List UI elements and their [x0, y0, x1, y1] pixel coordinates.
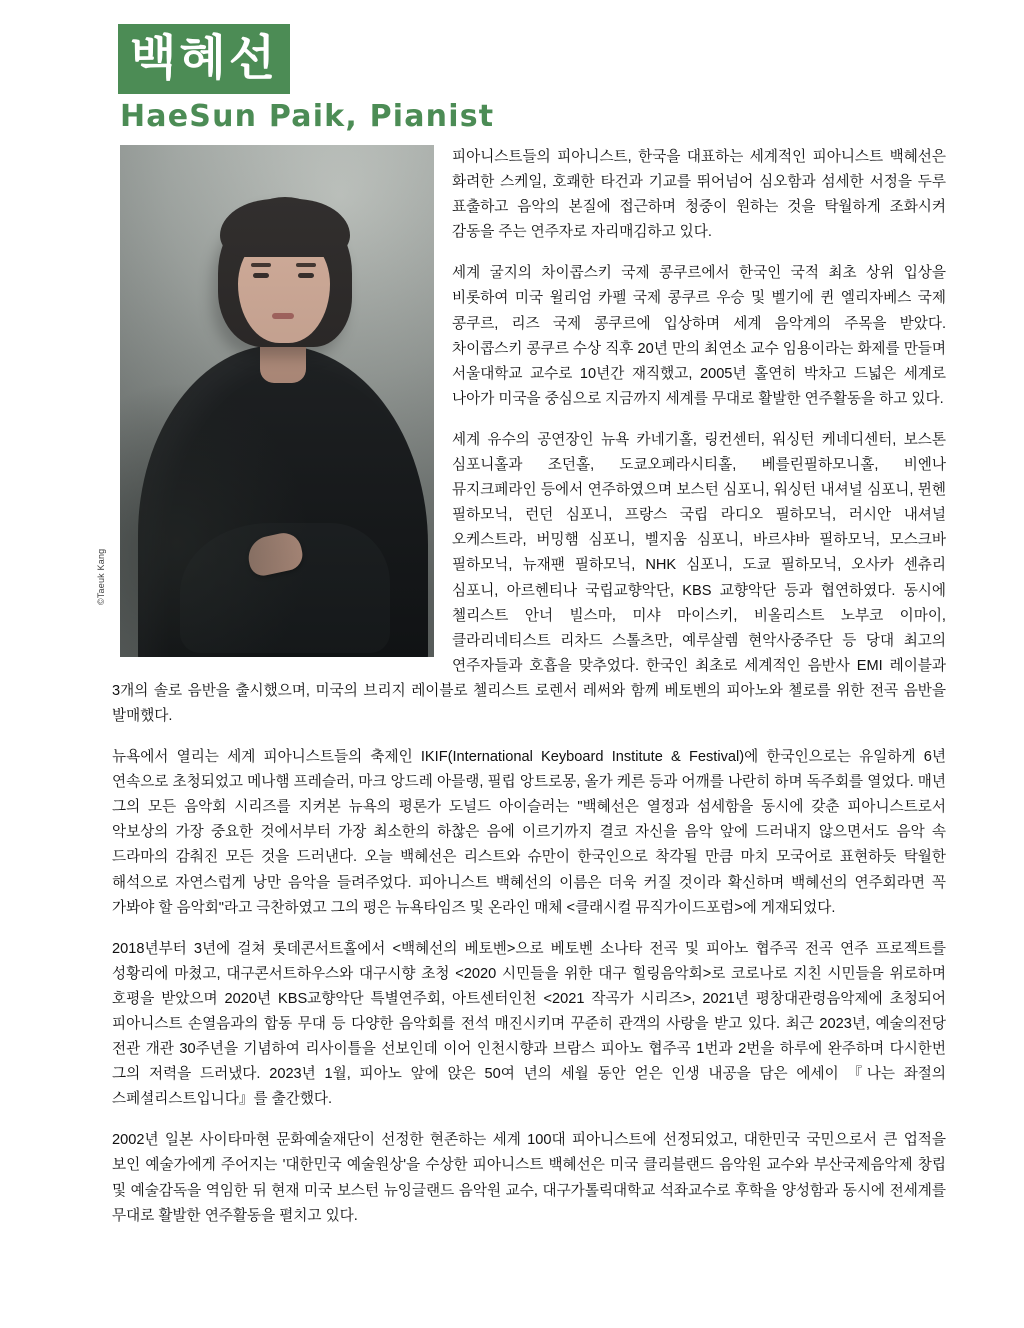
portrait-vignette	[120, 145, 434, 657]
document-header	[118, 24, 946, 133]
paragraph-3: 세계 유수의 공연장인 뉴욕 카네기홀, 링컨센터, 워싱턴 케네디센터, 보스톤 심포니홀과 조던홀, 도쿄오페라시티홀, 베를린필하모니홀, 비엔나 뮤지크페라인 등에서 연주하였으며 보스턴 심포니, 워싱턴 내셔널 심포니, 뮌헨 필하모닉, 런던 심포니, 프랑스 국립 라디오 필하모닉, 러시안 내셔널 오케스트라, 버밍햄 심포니, 벨지움 심포니, 바르샤바 필하모닉, 모스크바 필하모닉, 뉴재팬 필하모닉, NHK 심포니, 도쿄 필하모닉, 오사카 센츄리 심포니, 아르헨티나 국립교향악단, KBS 교향악단 등과 협연하였다. 동시에 첼리스트 안너 빌스마, 미샤 마이스키, 비올리스트 노부코 이마이, 클라리네티스트 리차드 스톨츠만, 예루살렘 현악사중주단 등 당대 최고의 연주자들과 호흡을 맞추었다. 한국인 최초로 세계적인 음반사 EMI 레이블과 3개의 솔로 음반을 출시했으며, 미국의 브리지 레이블로 첼리스트 로렌서 레써와 함께 베토벤의 피아노와 첼로를 위한 전곡 음반을 발매했다.	[112, 431, 946, 724]
portrait-figure	[96, 145, 434, 657]
content-columns	[96, 145, 946, 1229]
paragraph-5: 2018년부터 3년에 걸쳐 롯데콘서트홀에서 <백혜선의 베토벤>으로 베토벤 소나타 전곡 및 피아노 협주곡 전곡 연주 프로젝트를 성황리에 마쳤고, 대구콘서트하우스와 대구시향 초청 <2020 시민들을 위한 대구 힐링음악회>로 코로나로 지친 시민들을 위로하며 호평을 받았으며 2020년 KBS교향악단 특별연주회, 아트센터인천 <2021 작곡가 시리즈>, 2021년 평창대관령음악제에 초청되어 피아니스트 손열음과의 합동 무대 등 다양한 음악회를 전석 매진시키며 꾸준히 관객의 사랑을 받고 있다. 최근 2023년, 예술의전당 전관 개관 30주년을 기념하여 리사이틀을 선보인데 이어 인천시향과 브람스 피아노 협주곡 1번과 2번을 하루에 완주하며 다시한번 그의 저력을 드러냈다. 2023년 1월, 피아노 앞에 앉은 50여 년의 세월 동안 얻은 인생 내공을 담은 에세이 『나는 좌절의 스페셜리스트입니다』를 출간했다.	[112, 940, 946, 1108]
paragraph-1: 피아니스트들의 피아니스트, 한국을 대표하는 세계적인 피아니스트 백혜선은 화려한 스케일, 호쾌한 타건과 기교를 뛰어넘어 심오함과 섬세한 서정을 두루 표출하고 음악의 본질에 접근하며 청중이 원하는 것을 탁월하게 조화시켜 감동을 주는 연주자로 자리매김하고 있다.	[452, 149, 946, 241]
paragraph-4: 뉴욕에서 열리는 세계 피아니스트들의 축제인 IKIF(International Keyboard Institute & Festival)에 한국인으로는 유일하게 6년 연속으로 초청되었고 메나햄 프레슬러, 마크 앙드레 아믈랭, 필립 앙트로몽, 올가 케른 등과 어깨를 나란히 하며 독주회를 열었다. 매년 그의 모든 음악회 시리즈를 지켜본 뉴욕의 평론가 도널드 아이슬러는 "백혜선은 열정과 섬세함을 동시에 갖춘 피아니스트로서 악보상의 가장 중요한 것에서부터 가장 최소한의 하찮은 음에 이르기까지 결코 자신을 음악 앞에 드러내지 않으면서도 음악 속 드라마의 감춰진 모든 것을 드러낸다. 오늘 백혜선은 리스트와 슈만이 한국인으로 착각될 만큼 마치 모국어로 표현하듯 탁월한 해석으로 자연스럽게 낭만 음악을 들려주었다. 피아니스트 백혜선의 이름은 더욱 커질 것이라 확신하며 백혜선의 연주회라면 꼭 가봐야 할 음악회"라고 극찬하였고 그의 평은 뉴욕타임즈 및 온라인 매체 <클래시컬 뮤직가이드포럼>에 게재되었다.	[112, 749, 946, 916]
paragraph-6: 2002년 일본 사이타마현 문화예술재단이 선정한 현존하는 세계 100대 피아니스트에 선정되었고, 대한민국 국민으로서 큰 업적을 보인 예술가에게 주어지는 '대한민국 예술원상'을 수상한 피아니스트 백혜선은 미국 클리블랜드 음악원 교수와 부산국제음악제 창립 및 예술감독을 역임한 뒤 현재 미국 보스턴 뉴잉글랜드 음악원 교수, 대구가톨릭대학교 석좌교수로 후학을 양성함과 동시에 전세계를 무대로 활발한 연주활동을 펼치고 있다.	[112, 1132, 946, 1224]
artist-subtitle: HaeSun Paik, Pianist	[120, 99, 495, 134]
artist-name-logo: 백혜선	[118, 24, 290, 94]
portrait-photo	[120, 145, 434, 657]
paragraph-2: 세계 굴지의 차이콥스키 국제 콩쿠르에서 한국인 국적 최초 상위 입상을 비롯하여 미국 윌리엄 카펠 국제 콩쿠르 우승 및 벨기에 퀸 엘리자베스 국제 콩쿠르, 리즈 국제 콩쿠르에 입상하며 세계 음악계의 주목을 받았다. 차이콥스키 콩쿠르 수상 직후 20년 만의 최연소 교수 임용이라는 화제를 만들며 서울대학교 교수로 10년간 재직했고, 2005년 홀연히 박차고 드넓은 세계로 나아가 미국을 중심으로 지금까지 세계를 무대로 활발한 연주활동을 하고 있다.	[452, 265, 946, 407]
photo-credit: ©Taeuk Kang	[96, 548, 106, 605]
